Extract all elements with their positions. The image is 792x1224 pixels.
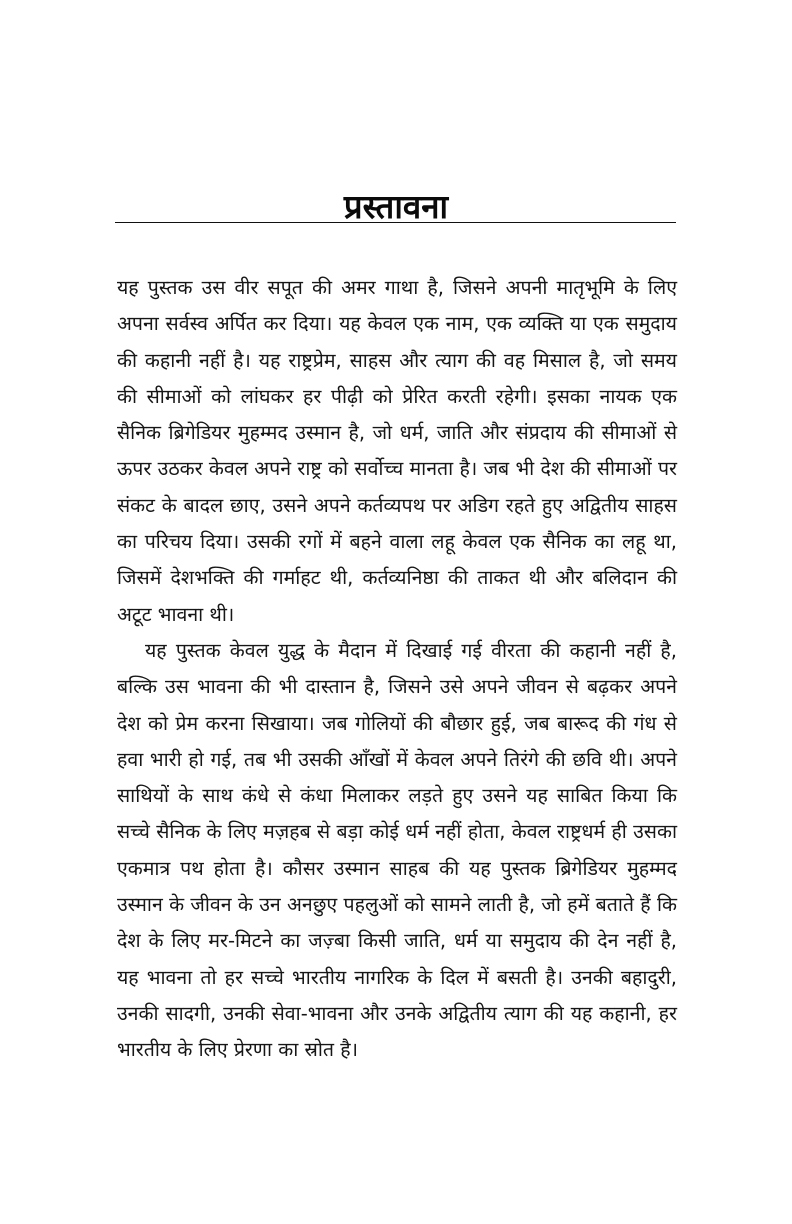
paragraph-2: यह पुस्तक केवल युद्ध के मैदान में दिखाई गई वीरता की कहानी नहीं है, बल्कि उस भावना की भी दास्तान है, जिसने उसे अपने जीवन से बढ़कर अपने देश को प्रेम करना सिखाया। जब गोलियों की बौछार हुई, जब बारूद की गंध से हवा भारी हो गई, तब भी उसकी आँखों में केवल अपने तिरंगे की छवि थी। अपने साथियों के साथ कंधे से कंधा मिलाकर लड़ते हुए उसने यह साबित किया कि सच्चे सैनिक के लिए मज़हब से बड़ा कोई धर्म नहीं होता, केवल राष्ट्रधर्म ही उसका एकमात्र पथ होता है। कौसर उस्मान साहब की यह पुस्तक ब्रिगेडियर मुहम्मद उस्मान के जीवन के उन अनछुए पहलुओं को सामने लाती है, जो हमें बताते हैं कि देश के लिए मर-मिटने का जज़्बा किसी जाति, धर्म या समुदाय की देन नहीं है, यह भावना तो हर सच्चे भारतीय नागरिक के दिल में बसती है। उनकी बहादुरी, उनकी सादगी, उनकी सेवा-भावना और उनके अद्वितीय त्याग की यह कहानी, हर भारतीय के लिए प्रेरणा का स्रोत है।	[117, 638, 677, 1062]
body-text	[117, 270, 677, 1069]
title-divider	[115, 222, 676, 223]
paragraph-1: यह पुस्तक उस वीर सपूत की अमर गाथा है, जिसने अपनी मातृभूमि के लिए अपना सर्वस्व अर्पित कर दिया। यह केवल एक नाम, एक व्यक्ति या एक समुदाय की कहानी नहीं है। यह राष्ट्रप्रेम, साहस और त्याग की वह मिसाल है, जो समय की सीमाओं को लांघकर हर पीढ़ी को प्रेरित करती रहेगी। इसका नायक एक सैनिक ब्रिगेडियर मुहम्मद उस्मान है, जो धर्म, जाति और संप्रदाय की सीमाओं से ऊपर उठकर केवल अपने राष्ट्र को सर्वोच्च मानता है। जब भी देश की सीमाओं पर संकट के बादल छाए, उसने अपने कर्तव्यपथ पर अडिग रहते हुए अद्वितीय साहस का परिचय दिया। उसकी रगों में बहने वाला लहू केवल एक सैनिक का लहू था, जिसमें देशभक्ति की गर्माहट थी, कर्तव्यनिष्ठा की ताकत थी और बलिदान की अटूट भावना थी।	[117, 276, 677, 626]
chapter-title: प्रस्तावना	[343, 187, 449, 227]
